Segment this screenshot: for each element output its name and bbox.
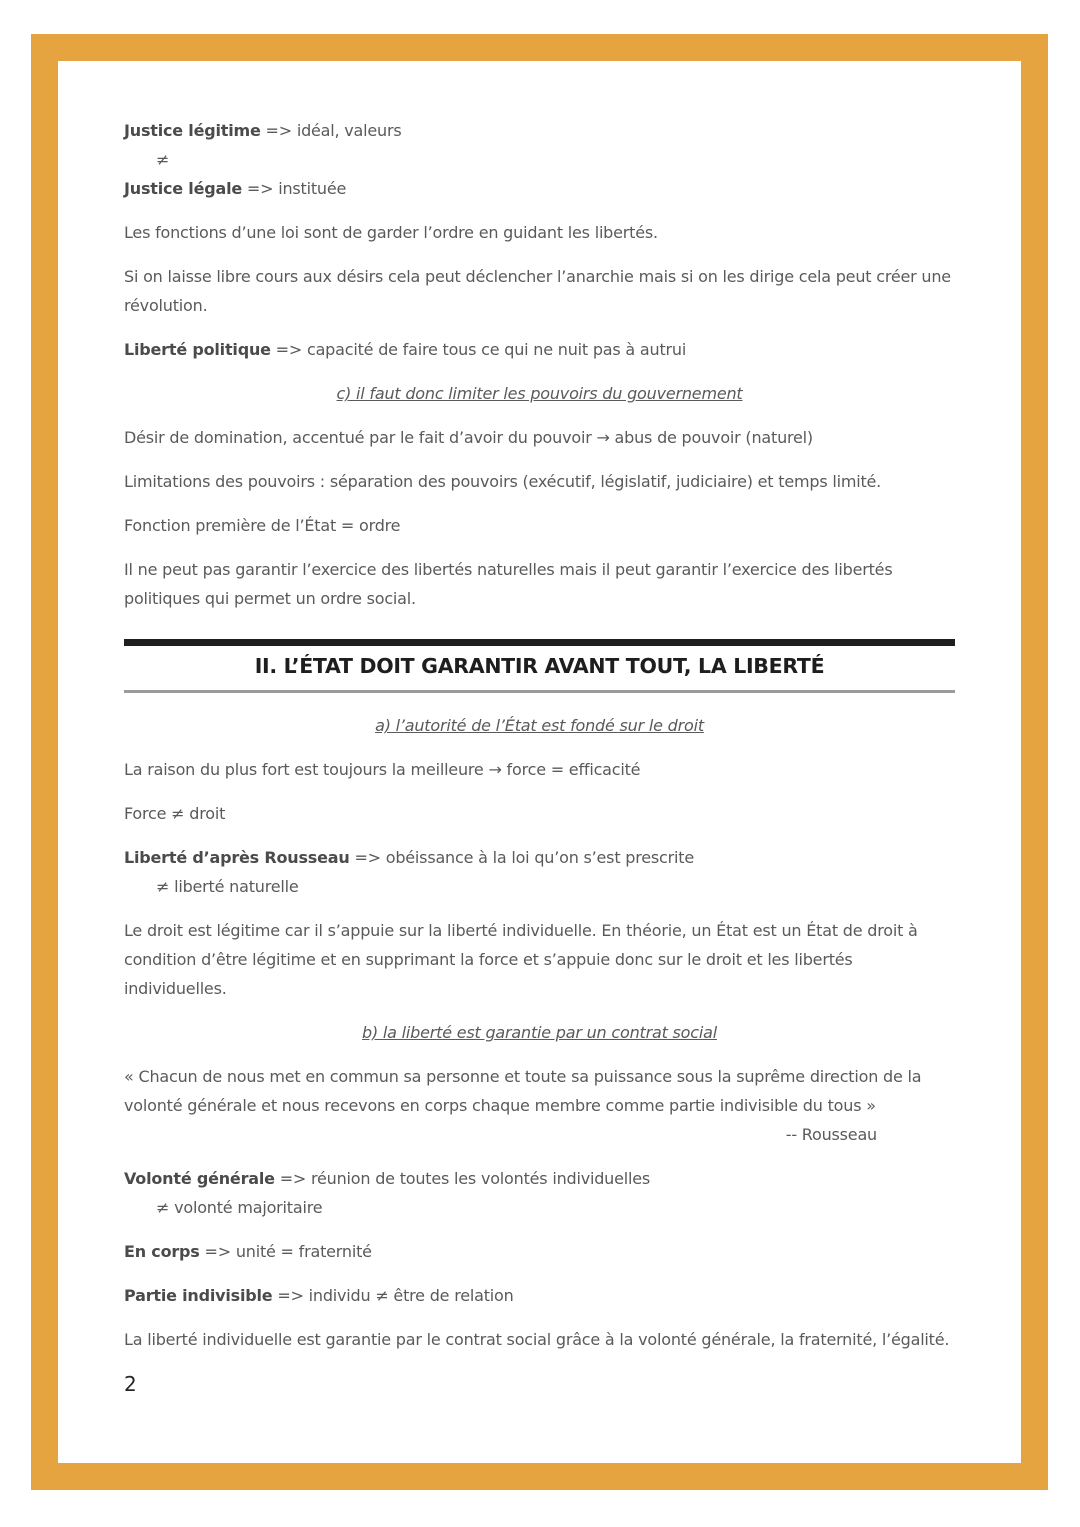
paragraph-limitations-pouvoirs: Limitations des pouvoirs : séparation des pouvoirs (exécutif, législatif, judiciaire) et temps limité. [124, 472, 882, 491]
paragraph-garantir-libertes: Il ne peut pas garantir l’exercice des libertés naturelles mais il peut garantir l’exercice des libertés politiques qui permet un ordre social. [124, 560, 893, 608]
paragraph-droit-legitime: Le droit est légitime car il s’appuie sur la liberté individuelle. En théorie, un État est un État de droit à condition d’être légitime et en supprimant la force et s’appuie donc sur le droit et les libertés individuelles. [124, 921, 918, 998]
section-heading-block [124, 639, 955, 693]
definition-line [124, 174, 955, 203]
paragraph-conclusion: La liberté individuelle est garantie par le contrat social grâce à la volonté générale, la fraternité, l’égalité. [124, 1330, 950, 1349]
definition-partie-indivisible [124, 1281, 955, 1310]
definition-text: => idéal, valeurs [260, 121, 402, 140]
definition-liberte-politique [124, 335, 955, 364]
definition-text: => capacité de faire tous ce qui ne nuit pas à autrui [270, 340, 687, 359]
definition-line [124, 1164, 955, 1193]
paragraph-desir-domination: Désir de domination, accentué par le fait d’avoir du pouvoir → abus de pouvoir (naturel) [124, 428, 813, 447]
decorative-frame [31, 34, 1048, 1490]
paragraph-fonctions-loi: Les fonctions d’une loi sont de garder l’ordre en guidant les libertés. [124, 223, 658, 242]
quote-attribution: -- Rousseau [785, 1125, 877, 1144]
document-page [58, 61, 1021, 1399]
section-title: II. L’ÉTAT DOIT GARANTIR AVANT TOUT, LA LIBERTÉ [254, 654, 825, 678]
definition-term: Liberté d’après Rousseau [124, 848, 350, 867]
paragraph-anarchie: Si on laisse libre cours aux désirs cela peut déclencher l’anarchie mais si on les dirige cela peut créer une révolution. [124, 267, 951, 315]
subsection-heading-c: c) il faut donc limiter les pouvoirs du gouvernement [336, 384, 743, 403]
definition-contrast: ≠ volonté majoritaire [156, 1198, 323, 1217]
definition-volonte-generale [124, 1164, 955, 1222]
definition-term: Justice légale [124, 179, 243, 198]
definition-text: => obéissance à la loi qu’on s’est prescrite [349, 848, 694, 867]
definition-justice [124, 116, 955, 203]
rousseau-quote-block [124, 1062, 955, 1149]
subsection-heading-a: a) l’autorité de l’État est fondé sur le droit [375, 716, 704, 735]
definition-term: Liberté politique [124, 340, 271, 359]
page-number: 2 [124, 1372, 137, 1396]
definition-text: => instituée [242, 179, 347, 198]
definition-text: => unité = fraternité [199, 1242, 372, 1261]
definition-text: => individu ≠ être de relation [272, 1286, 514, 1305]
not-equal-symbol: ≠ [156, 150, 170, 169]
paragraph-fonction-premiere: Fonction première de l’État = ordre [124, 516, 401, 535]
definition-en-corps [124, 1237, 955, 1266]
definition-term: Volonté générale [124, 1169, 275, 1188]
definition-text: => réunion de toutes les volontés individuelles [274, 1169, 651, 1188]
definition-term: Partie indivisible [124, 1286, 273, 1305]
definition-term: Justice légitime [124, 121, 261, 140]
subsection-heading-b: b) la liberté est garantie par un contrat social [362, 1023, 717, 1042]
paragraph-force-droit: Force ≠ droit [124, 804, 226, 823]
definition-term: En corps [124, 1242, 200, 1261]
definition-line [124, 843, 955, 872]
definition-liberte-rousseau [124, 843, 955, 901]
definition-line [124, 116, 955, 145]
quote-text: « Chacun de nous met en commun sa personne et toute sa puissance sous la suprême direction de la volonté générale et nous recevons en corps chaque membre comme partie indivisible du tous » [124, 1067, 922, 1115]
paragraph-raison-plus-fort: La raison du plus fort est toujours la meilleure → force = efficacité [124, 760, 641, 779]
definition-contrast: ≠ liberté naturelle [156, 877, 299, 896]
